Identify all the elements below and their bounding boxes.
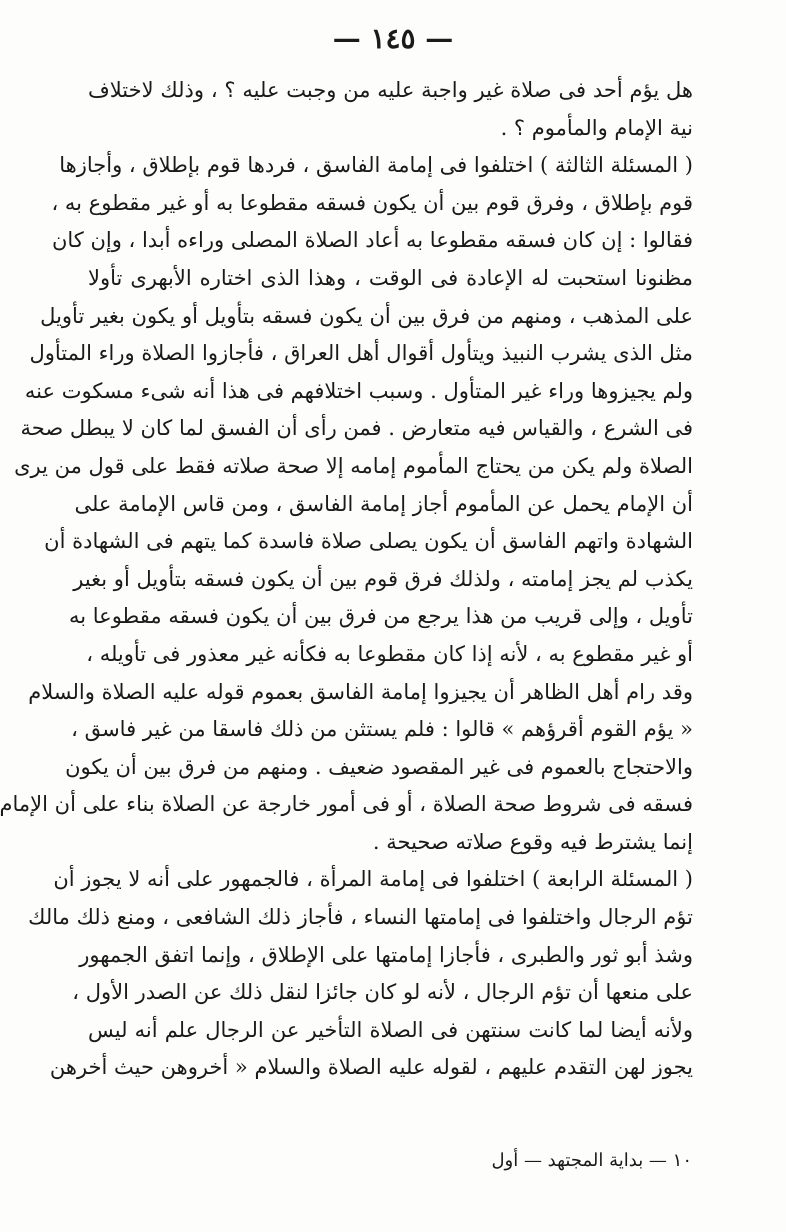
text-line: نية الإمام والمأموم ؟ .	[500, 115, 693, 140]
text-line: أن الإمام يحمل عن المأموم أجاز إمامة الفاسق ، ومن قاس الإمامة على	[74, 491, 693, 516]
text-line: يجوز لهن التقدم عليهم ، لقوله عليه الصلاة والسلام « أخروهن حيث أخرهن	[49, 1055, 693, 1080]
text-line: الصلاة ولم يكن من يحتاج المأموم إمامه إلا صحة صلاته فقط على قول من يرى	[14, 453, 693, 478]
text-line: ولأنه أيضا لما كانت سنتهن فى الصلاة التأخير عن الرجال علم أنه ليس	[88, 1017, 693, 1042]
text-line: على المذهب ، ومنهم من فرق بين أن يكون فسقه بتأويل أو يكون بغير تأويل	[40, 303, 693, 328]
text-line: يكذب لم يجز إمامته ، ولذلك فرق قوم بين أن يكون فسقه بتأويل أو بغير	[73, 566, 693, 591]
text-line: ( المسئلة الثالثة ) اختلفوا فى إمامة الفاسق ، فردها قوم بإطلاق ، وأجازها	[59, 153, 693, 178]
text-line: مظنونا استحبت له الإعادة فى الوقت ، وهذا الذى اختاره الأبهرى تأولا	[88, 265, 693, 290]
page-number: — ١٤٥ —	[332, 22, 454, 55]
text-line: وشذ أبو ثور والطبرى ، فأجازا إمامتها على الإطلاق ، وإنما اتفق الجمهور	[79, 942, 693, 967]
text-line: فقالوا : إن كان فسقه مقطوعا به أعاد الصلاة المصلى وراءه أبدا ، وإن كان	[51, 228, 693, 253]
text-line: على منعها أن تؤم الرجال ، لأنه لو كان جائزا لنقل ذلك عن الصدر الأول ،	[72, 980, 693, 1005]
text-line: تؤم الرجال واختلفوا فى إمامتها النساء ، فأجاز ذلك الشافعى ، ومنع ذلك مالك	[28, 905, 693, 930]
text-line: ولم يجيزوها وراء غير المتأول . وسبب اختلافهم فى هذا أنه شىء مسكوت عنه	[24, 378, 693, 403]
text-line: أو غير مقطوع به ، لأنه إذا كان مقطوعا به فكأنه غير معذور فى تأويله ،	[86, 641, 693, 666]
text-line: هل يؤم أحد فى صلاة غير واجبة عليه من وجبت عليه ؟ ، وذلك لاختلاف	[88, 78, 693, 102]
text-line: فى الشرع ، والقياس فيه متعارض . فمن رأى أن الفسق لما كان لا يبطل صحة	[20, 416, 693, 441]
body-text	[0, 72, 693, 1087]
text-line: ( المسئلة الرابعة ) اختلفوا فى إمامة المرأة ، فالجمهور على أنه لا يجوز أن	[53, 867, 693, 892]
text-line: قوم بإطلاق ، وفرق قوم بين أن يكون فسقه مقطوعا به أو غير مقطوع به ،	[51, 190, 693, 215]
text-line: تأويل ، وإلى قريب من هذا يرجع من فرق بين أن يكون فسقه مقطوعا به	[68, 604, 693, 629]
text-line: إنما يشترط فيه وقوع صلاته صحيحة .	[372, 829, 693, 854]
text-line: مثل الذى يشرب النبيذ ويتأول أقوال أهل العراق ، فأجازوا الصلاة وراء المتأول	[29, 341, 693, 366]
footer-signature: ١٠ — بداية المجتهد — أول	[491, 1150, 692, 1171]
text-line: الشهادة واتهم الفاسق أن يكون يصلى صلاة فاسدة كما يتهم فى الشهادة أن	[44, 529, 693, 554]
text-line: « يؤم القوم أقرؤهم » قالوا : فلم يستثن من ذلك فاسقا من غير فاسق ،	[71, 717, 693, 742]
text-line: فسقه فى شروط صحة الصلاة ، أو فى أمور خارجة عن الصلاة بناء على أن الإمام	[0, 792, 693, 817]
text-line: والاحتجاج بالعموم فى غير المقصود ضعيف . ومنهم من فرق بين أن يكون	[65, 754, 693, 779]
text-line: وقد رام أهل الظاهر أن يجيزوا إمامة الفاسق بعموم قوله عليه الصلاة والسلام	[28, 679, 693, 704]
